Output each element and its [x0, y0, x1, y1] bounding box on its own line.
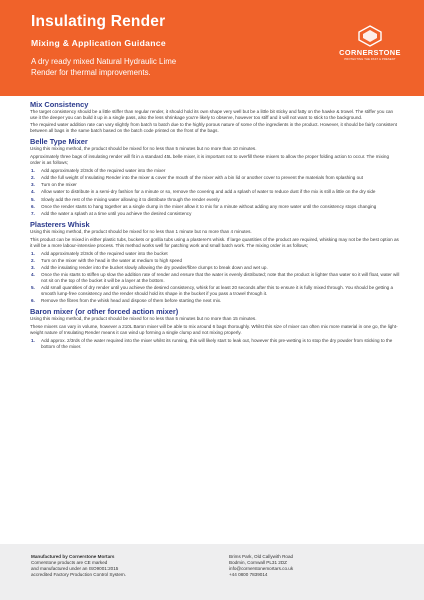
footer-phone: +44 0800 7839014: [229, 571, 268, 577]
footer-manufacturer-name: Manufactured by Cornerstone Mortars: [31, 554, 115, 559]
main-content: [30, 100, 400, 350]
section-mix-consistency: [30, 100, 400, 134]
list-item: 7. Add the water a splash at a time until you achieve the desired consistency: [31, 210, 192, 216]
footer-address-1: Brims Park, Old Callywith Road: [229, 554, 294, 559]
paragraph: The required water addition rate can vary slightly from batch to batch due to the highly porous nature of some of the ingredients in the product. However, it should be fairly consistent between all bags in the same batch based on the batch code printed on the front of the bags.: [30, 122, 397, 134]
belle-steps-list: [30, 168, 400, 216]
section-plasterers-whisk: [30, 220, 400, 305]
paragraph: Using this mixing method, the product should be mixed for no less than 5 minutes but no more than 15 minutes.: [30, 316, 257, 322]
footer-manufacturer: [31, 554, 211, 578]
list-item: 3. Turn on the mixer: [31, 182, 77, 188]
paragraph: Using this mixing method, the product should be mixed for no less than 5 minutes but no more than 10 minutes.: [30, 146, 257, 152]
list-item: 4. Allow water to distribute in a semi-dry fashion for a minute or so, remove the covering and add a splash of water to reduce dust if the mix is still a little on the dry side: [31, 189, 376, 195]
paragraph: Using this mixing method, the product should be mixed for no less than 1 minute but no more than 4 minutes.: [30, 228, 252, 234]
footer-contact: [229, 554, 379, 578]
list-item: 5. Slowly add the rest of the mixing water allowing it to distribute through the render evenly: [31, 196, 220, 202]
paragraph: These mixers can vary in volume, however a 210L Baron mixer will be able to mix around 6 bags thoroughly. Whilst this size of mixer can often mix more material in one go, the light-weight nature of Insulating Render means it can wind up forming a single clump and not mixing properly.: [30, 324, 398, 336]
list-item: 1. Add approximately 2/3rds of the required water into the bucket: [31, 250, 168, 256]
paragraph: This product can be mixed in either plastic tubs, buckets or gorilla tubs using a plasterer's whisk. If large quantities of the product are required, whisking may not be the best option as it will be a more labour-intensive process. This method works well for patching work and small batch work. The mixing order is as follows;: [30, 236, 399, 248]
heading-baron-mixer: Baron mixer (or other forced action mixer): [30, 307, 179, 317]
list-item: 3. Add the insulating render into the bucket slowly allowing the dry powder/fibre clumps to break down and wet up.: [31, 264, 268, 270]
baron-steps-list: [30, 338, 400, 350]
section-belle-mixer: [30, 137, 400, 216]
tagline-line-1: A dry ready mixed Natural Hydraulic Lime: [31, 57, 177, 66]
list-item: 6. Once the render starts to hang together as a single clump in the mixer allow it to mix for a minute without adding any more water until the consistency stops changing: [31, 203, 377, 209]
whisk-steps-list: [30, 251, 400, 304]
footer-line: accredited Factory Production Control System.: [31, 571, 126, 577]
list-item: 2. Add the full weight of Insulating Render into the mixer & cover the mouth of the mixer with a bin lid or another cover to prevent the materials from splashing out: [31, 175, 363, 181]
list-item: 1. Add approximately 2/3rds of the required water into the mixer: [31, 168, 166, 174]
list-item: 5. Add small quantities of dry render until you achieve the desired consistency, whisk for at least 20 seconds after this to ensure it is fully mixed through. You should be getting a smooth lump-free consistency and the render should hold its shape in the bucket if you pass a trowel through it.: [31, 285, 394, 297]
tagline-line-2: Render for thermal improvements.: [31, 67, 151, 77]
header-banner: [0, 0, 424, 96]
footer-line: Cornerstone products are CE marked: [31, 559, 108, 565]
document-title: Insulating Render: [31, 13, 166, 30]
footer-line: and manufactured under an ISO9001:2015: [31, 565, 119, 571]
heading-belle-mixer: Belle Type Mixer: [30, 137, 88, 147]
footer: [0, 544, 424, 600]
brand-name: CORNERSTONE: [339, 48, 401, 57]
section-baron-mixer: [30, 307, 400, 350]
brand-strap: PROTECTING THE PAST & PRESENT: [344, 58, 396, 61]
tagline: [31, 57, 271, 78]
paragraph: The target consistency should be a little stiffer than regular render, it should hold its own shape very well but be a little bit sticky and fatty on the hawke & trowel. The stiffer you can use it the deeper you can build it up in a single pass, also the less shrinkage you're likely to observe, however too stiff and it will not want to stick to the background.: [30, 109, 394, 121]
footer-email-link[interactable]: info@cornerstonemortars.co.uk: [229, 565, 294, 571]
cornerstone-logo: [330, 25, 410, 73]
list-item: 4. Once the mix starts to stiffen up slow the addition rate of render and ensure that the water is evenly distributed; note that the product is lighter than water so it will float, water will not sit on the top of the bucket it will be a layer at the bottom.: [31, 271, 400, 283]
list-item: 6. Remove the fibres from the whisk head and dispose of them before starting the next mix.: [31, 298, 222, 304]
list-item: 1. Add approx. 2/3rds of the water required into the mixer whilst its running, this will likely start to leak out, however this pre-wetting is to stop the dry powder from sticking to the bottom of the mixer.: [31, 338, 393, 350]
cornerstone-mark-icon: [357, 25, 383, 47]
footer-address-2: Bodmin, Cornwall PL31 2DZ: [229, 559, 287, 565]
paragraph: Approximately three bags of insulating render will fit in a standard 45L belle mixer, it is important not to overfill these mixers to allow the proper folding action to occur. The mixing order is as follows;: [30, 154, 390, 166]
document-subtitle: Mixing & Application Guidance: [31, 38, 166, 48]
heading-plasterers-whisk: Plasterers Whisk: [30, 219, 90, 229]
list-item: 2. Turn on the mixer with the head in the water at medium to high speed: [31, 257, 183, 263]
heading-mix-consistency: Mix Consistency: [30, 100, 89, 109]
